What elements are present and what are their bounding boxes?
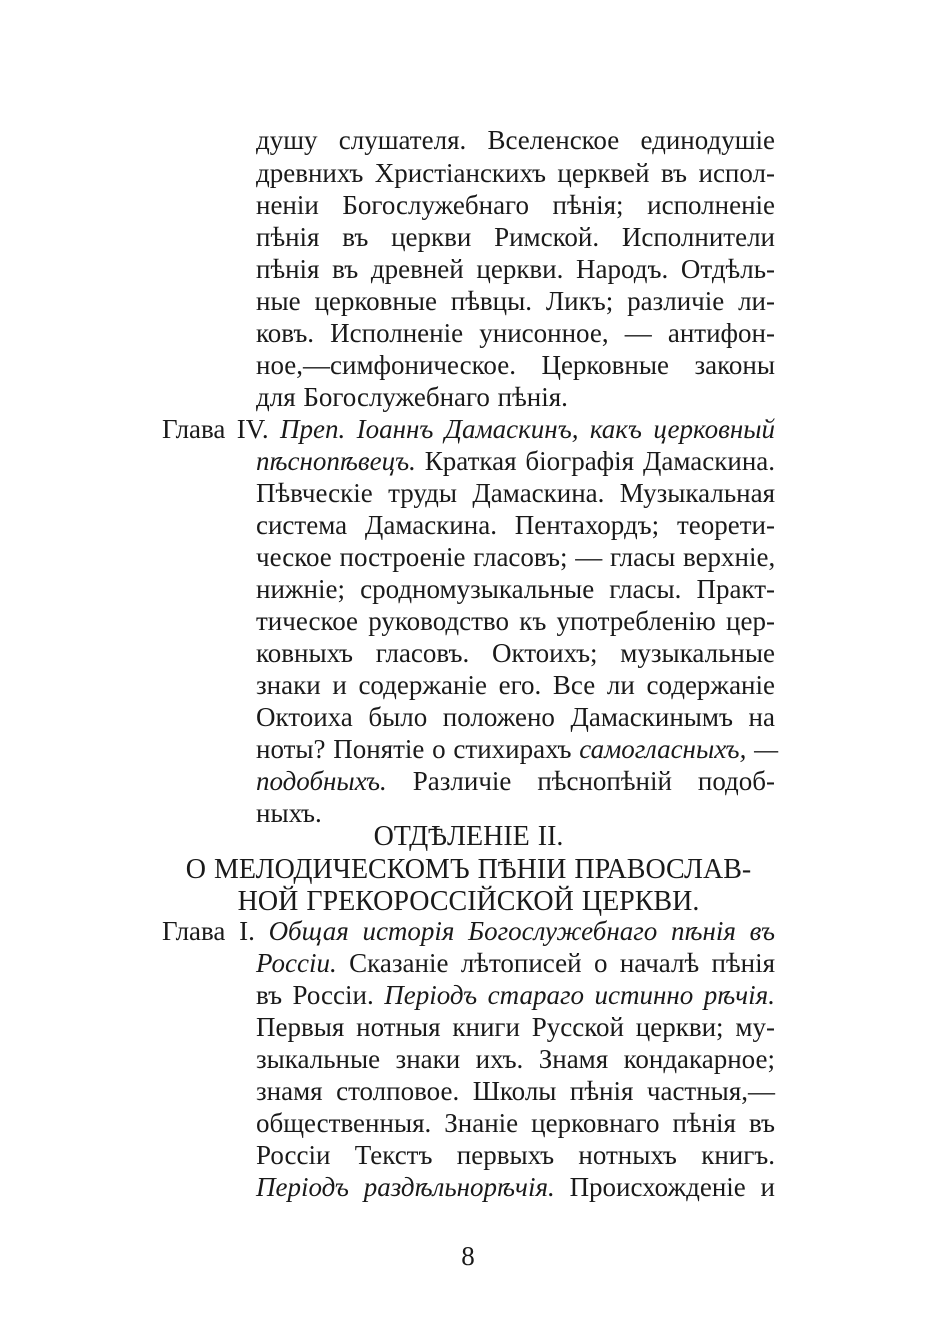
text-line: пѣнія въ древней церкви. Народъ. Отдѣль- — [256, 254, 775, 284]
text-line: Періодъ раздѣльнорѣчія. Происхожденіе и — [256, 1172, 776, 1202]
chapter-label: Глава IV. — [162, 414, 269, 444]
text-line: общественныя. Знаніе церковнаго пѣнія въ — [256, 1108, 775, 1138]
text-line: тическое руководство къ употребленію цер- — [256, 606, 775, 636]
chapter-4-heading-line — [162, 413, 775, 446]
text-line: ное,—симфоническое. Церковные законы — [256, 350, 775, 380]
text-line: знамя столповое. Школы пѣнія частныя,— — [256, 1076, 775, 1106]
text-line: ные церковные пѣвцы. Ликъ; различіе ли- — [256, 286, 775, 316]
text-line: пѣнія въ церкви Римской. Исполнители — [256, 222, 775, 252]
text-line: для Богослужебнаго пѣнія. — [256, 382, 568, 412]
chapter-title: пѣснопѣвецъ. — [256, 446, 416, 476]
text-line: Россіи. Сказаніе лѣтописей о началѣ пѣнія — [256, 948, 776, 978]
chapter-1-heading-line — [162, 915, 775, 948]
text-line: ковныхъ гласовъ. Октоихъ; музыкальные — [256, 638, 775, 668]
text-line: въ Россіи. Періодъ стараго истинно рѣчія. — [256, 980, 775, 1010]
text-line: неніи Богослужебнаго пѣнія; исполненіе — [256, 190, 775, 220]
chapter-title: Преп. Іоаннъ Дамаскинъ, какъ церковный — [279, 414, 775, 444]
text-line: Россіи Текстъ первыхъ нотныхъ книгъ. — [256, 1140, 775, 1170]
page-number: 8 — [461, 1241, 475, 1271]
section-heading: О МЕЛОДИЧЕСКОМЪ ПѢНІИ ПРАВОСЛАВ- — [185, 854, 752, 885]
text-line: зыкальные знаки ихъ. Знамя кондакарное; — [256, 1044, 775, 1074]
chapter-title: Россіи. — [256, 948, 337, 978]
chapter-title: Общая исторія Богослужебнаго пѣнія въ — [268, 916, 775, 946]
text-line: душу слушателя. Вселенское единодушіе — [256, 125, 775, 155]
text-line: ныхъ. — [256, 798, 322, 828]
section-heading: НОЙ ГРЕКОРОССІЙСКОЙ ЦЕРКВИ. — [237, 886, 700, 917]
text-line: Первыя нотныя книги Русской церкви; му- — [256, 1012, 775, 1042]
text-line: ноты? Понятіе о стихирахъ самогласныхъ, — — [256, 734, 779, 764]
text-line: знаки и содержаніе его. Все ли содержаніе — [256, 670, 775, 700]
text-line: нижніе; сродномузыкальные гласы. Практ- — [256, 574, 775, 604]
text-line: Октоиха было положено Дамаскинымъ на — [256, 702, 775, 732]
text-line: ковъ. Исполненіе унисонное, — антифон- — [256, 318, 775, 348]
text-line: система Дамаскина. Пентахордъ; теорети- — [256, 510, 775, 540]
text-line: ческое построеніе гласовъ; — гласы верхніе, — [256, 542, 776, 572]
text-line: древнихъ Христіанскихъ церквей въ испол- — [256, 158, 775, 188]
text-line: подобныхъ. Различіе пѣснопѣній подоб- — [256, 766, 776, 796]
section-heading: ОТДѢЛЕНІЕ II. — [373, 821, 564, 852]
text-line: пѣснопѣвецъ. Краткая біографія Дамаскина. — [256, 446, 776, 476]
chapter-label: Глава I. — [162, 916, 255, 946]
text-line: Пѣвческіе труды Дамаскина. Музыкальная — [256, 478, 775, 508]
